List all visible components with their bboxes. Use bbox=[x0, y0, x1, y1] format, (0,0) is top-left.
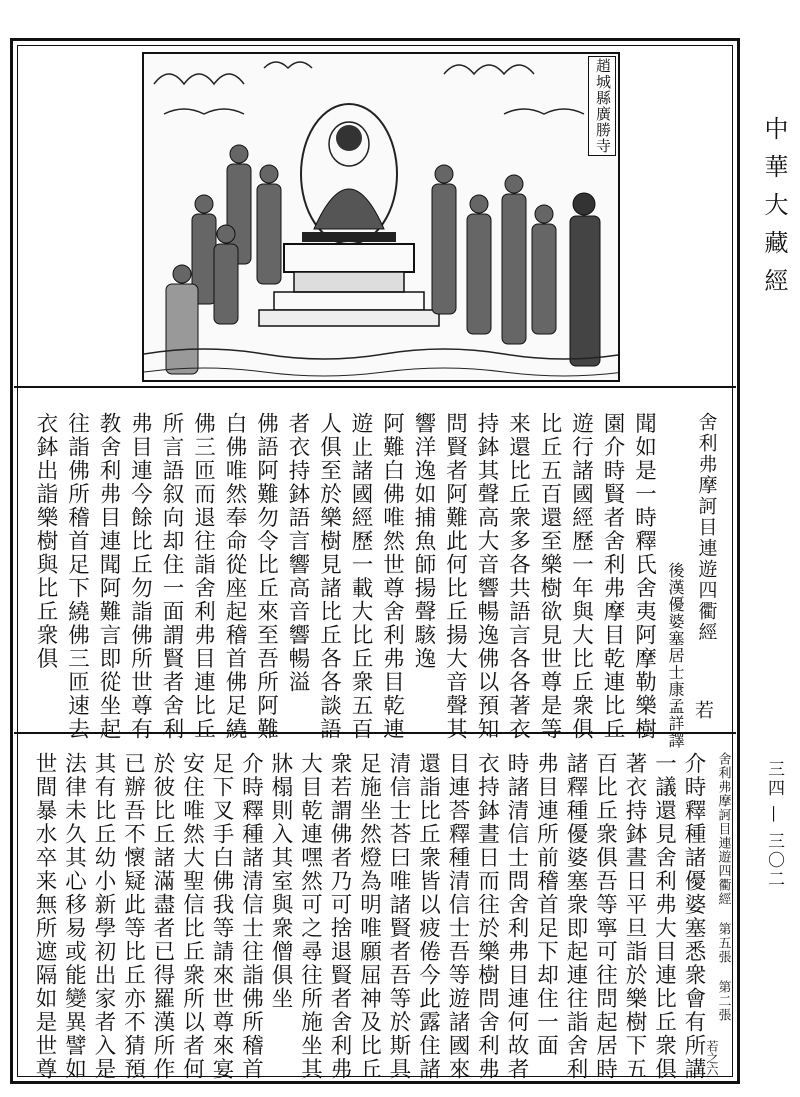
frontispiece-illustration bbox=[142, 52, 620, 382]
buddha-assembly-drawing bbox=[144, 54, 620, 382]
column-text: 人俱至於樂樹見諸比丘各各談語 bbox=[316, 412, 342, 741]
buddha-head bbox=[336, 125, 362, 151]
text-column bbox=[689, 412, 725, 643]
text-column bbox=[594, 412, 630, 741]
column-text: 世間暴水卒来無所遮隔如是世尊 bbox=[32, 752, 57, 1081]
text-column bbox=[626, 412, 662, 741]
text-column bbox=[657, 412, 693, 749]
column-text: 遊行諸國經歷一年與大比丘衆俱 bbox=[568, 412, 594, 741]
collection-title: 中華大藏經 bbox=[760, 116, 788, 306]
text-column bbox=[248, 412, 284, 741]
column-text: 一議還見舍利弗大目連比丘衆俱 bbox=[651, 752, 677, 1081]
column-text: 舍利弗摩訶目連遊四衢經 第五張 第二張 bbox=[715, 752, 731, 1022]
buddha-robe bbox=[314, 189, 384, 229]
column-text: 後漢優婆塞居士康孟詳譯 bbox=[666, 562, 685, 749]
column-text: 介時釋種諸清信士往詣佛所稽首 bbox=[238, 752, 264, 1081]
column-text: 問賢者阿難此何比丘揚大音聲其 bbox=[442, 412, 468, 741]
section-divider-top bbox=[14, 386, 736, 388]
column-text: 足施坐然燈為明唯願屈神及比丘 bbox=[356, 752, 382, 1081]
column-text: 聞如是一時釋氏舍夷阿摩勒樂樹 bbox=[631, 412, 657, 741]
column-text: 著衣持鉢晝日平旦詣於樂樹下五 bbox=[622, 752, 647, 1081]
lower-text-block bbox=[20, 752, 734, 1080]
text-column bbox=[563, 412, 599, 741]
cloud-swirl-center bbox=[264, 62, 312, 68]
column-text: 已辦吾不懷疑此等比丘亦不猜預 bbox=[120, 752, 146, 1081]
column-text: 法律未久其心移易或能變異譬如 bbox=[61, 752, 87, 1081]
column-text: 清信士荅曰唯諸賢者吾等於斯具 bbox=[386, 752, 411, 1081]
column-text: 舍利弗摩訶目連遊四衢經 bbox=[695, 412, 718, 643]
column-text: 大目乾連嘿然可之尋往所施坐其 bbox=[297, 752, 323, 1081]
column-text: 持鉢其聲高大音響暢逸佛以預知 bbox=[474, 412, 499, 741]
text-column bbox=[90, 412, 126, 741]
text-column bbox=[59, 412, 95, 741]
column-text: 園介時賢者舍利弗摩目乾連比丘 bbox=[600, 412, 625, 741]
text-column bbox=[185, 412, 221, 741]
text-column bbox=[153, 412, 189, 741]
temple-title: 趙城縣廣勝寺 bbox=[594, 58, 612, 154]
text-column bbox=[342, 412, 378, 741]
text-column bbox=[500, 412, 536, 741]
column-text: 介時釋種諸優婆塞悉衆會有所講 bbox=[681, 752, 706, 1081]
text-column bbox=[405, 412, 441, 671]
column-text: 牀榻則入其室與衆僧俱坐 bbox=[268, 752, 293, 1011]
column-text: 於彼比丘諸滿盡者已得羅漢所作 bbox=[150, 752, 175, 1081]
column-text: 諸釋種優婆塞衆即起連往詣舍利 bbox=[563, 752, 588, 1081]
column-text: 足下叉手白佛我等請來世尊來宴 bbox=[209, 752, 234, 1081]
column-text: 響洋逸如捕魚師揚聲駭逸 bbox=[411, 412, 436, 671]
cloud-swirl-right bbox=[444, 65, 534, 74]
column-text: 白佛唯然奉命從座起稽首佛足繞 bbox=[222, 412, 247, 741]
cloud-swirl-left bbox=[154, 74, 244, 84]
column-text: 目連荅釋種清信士吾等遊諸國來 bbox=[445, 752, 470, 1081]
column-text: 来還比丘衆多各共語言各各著衣 bbox=[505, 412, 531, 741]
column-text: 佛語阿難勿令比丘來至吾所阿難 bbox=[253, 412, 279, 741]
column-text: 比丘五百還至樂樹欲見世尊是等 bbox=[537, 412, 562, 741]
column-text: 時諸清信士問舍利弗目連何故者 bbox=[504, 752, 529, 1081]
text-column bbox=[468, 412, 504, 741]
temple-title-cartouche bbox=[588, 56, 616, 156]
text-column bbox=[122, 412, 158, 741]
column-text: 佛三匝而退往詣舍利弗目連比丘 bbox=[190, 412, 216, 741]
text-column bbox=[279, 412, 315, 694]
text-column bbox=[216, 412, 252, 741]
column-text: 弗目連今餘比丘勿詣佛所世尊有 bbox=[127, 412, 153, 741]
column-text: 所言語叙向却住一面謂賢者舍利 bbox=[159, 412, 184, 741]
column-text: 遊止諸國經歷一載大比丘衆五百 bbox=[348, 412, 373, 741]
throne-top bbox=[284, 244, 414, 272]
column-text: 其有比丘幼小新學初出家者入是 bbox=[91, 752, 116, 1081]
page-number: 三四 — 三〇二 bbox=[764, 760, 784, 889]
column-text: 百比丘衆俱吾等寧可往問起居時 bbox=[592, 752, 618, 1081]
column-text: 衣持鉢晝日而往於樂樹問舍利弗 bbox=[474, 752, 500, 1081]
sheet-mark: 若之六 bbox=[705, 1040, 719, 1076]
column-text: 衆若謂佛者乃可捨退賢者舍利弗 bbox=[327, 752, 352, 1081]
column-text: 衣鉢出詣樂樹與比丘衆俱 bbox=[33, 412, 58, 671]
throne-base bbox=[259, 310, 439, 326]
column-text: 教舍利弗目連聞阿難言即從坐起 bbox=[96, 412, 121, 741]
text-column bbox=[374, 412, 410, 741]
column-text: 往詣佛所稽首足下繞佛三匝速去 bbox=[64, 412, 90, 741]
text-column bbox=[26, 752, 62, 1081]
column-text: 還詣比丘衆皆以疲倦今此露住諸 bbox=[415, 752, 441, 1081]
column-text: 安住唯然大聖信比丘衆所以者何 bbox=[179, 752, 205, 1081]
upper-text-block bbox=[20, 412, 720, 749]
text-column bbox=[27, 412, 63, 671]
end-mark: 若 bbox=[692, 700, 714, 719]
column-text: 阿難白佛唯然世尊舍利弗目乾連 bbox=[379, 412, 405, 741]
text-column bbox=[437, 412, 473, 741]
text-column bbox=[531, 412, 567, 741]
column-text: 者衣持鉢語言響高音響暢溢 bbox=[285, 412, 310, 694]
text-column bbox=[311, 412, 347, 741]
column-text: 弗目連所前稽首足下却住一面 bbox=[533, 752, 559, 1058]
